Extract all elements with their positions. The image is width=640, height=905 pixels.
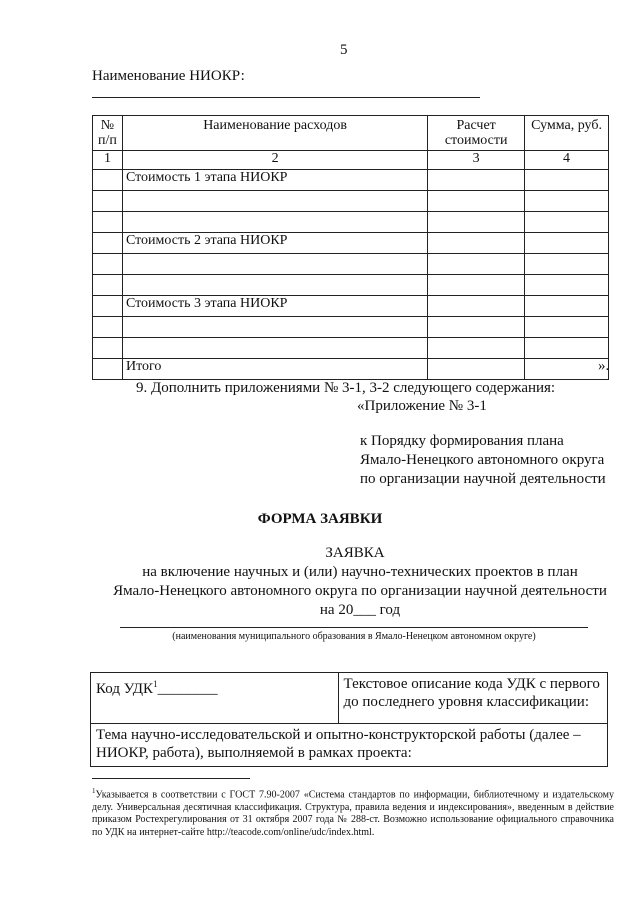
closing-quote: ». bbox=[598, 358, 610, 374]
footnote bbox=[92, 785, 614, 839]
total-label: Итого bbox=[122, 359, 427, 380]
table-row-total bbox=[93, 359, 609, 380]
footnote-mark: 1 bbox=[92, 787, 96, 795]
header-calc: Расчет стоимости bbox=[428, 116, 525, 151]
col-number: 3 bbox=[428, 151, 525, 170]
table-row[interactable] bbox=[93, 254, 609, 275]
theme-row bbox=[91, 724, 608, 767]
cost-table bbox=[92, 115, 609, 380]
udk-blank: ________ bbox=[157, 681, 218, 697]
col-number: 2 bbox=[122, 151, 427, 170]
udk-footnote-ref[interactable]: 1 bbox=[153, 679, 158, 689]
udk-label: Код УДК bbox=[96, 681, 154, 697]
appendix-line: Ямало-Ненецкого автономного округа bbox=[360, 452, 605, 468]
appendix-line: по организации научной деятельности bbox=[360, 471, 606, 487]
udk-row bbox=[91, 673, 608, 724]
appendix-title: «Приложение № 3-1 bbox=[357, 398, 487, 414]
col-number: 1 bbox=[93, 151, 123, 170]
table-row-stage2 bbox=[93, 233, 609, 254]
table-row[interactable] bbox=[93, 338, 609, 359]
table-row[interactable] bbox=[93, 317, 609, 338]
table-row-stage1 bbox=[93, 170, 609, 191]
column-number-row bbox=[93, 151, 609, 170]
item-9-text: 9. Дополнить приложениями № 3-1, 3-2 следующего содержания: bbox=[136, 380, 556, 396]
zayavka-subtitle bbox=[80, 563, 640, 620]
footnote-separator bbox=[92, 778, 250, 779]
table-row-stage3 bbox=[93, 296, 609, 317]
municipality-caption: (наименования муниципального образования в Ямало-Ненецком автономном округе) bbox=[172, 631, 536, 642]
zayavka-line: Ямало-Ненецкого автономного округа по организации научной деятельности bbox=[113, 583, 607, 599]
header-sum: Сумма, руб. bbox=[525, 116, 609, 151]
footnote-text: Указывается в соответствии с ГОСТ 7.90-2007 «Система стандартов по информации, библиотечному и издательскому делу. Универсальная десятичная классификация. Структура, правила ведения и индексирования», введенным в действие приказом Ростехрегулирования от 31 октября 2007 года № 288-ст. Возможно использование официального справочника по УДК на интернет-сайте http://teacode.com/online/udc/index.html. bbox=[92, 789, 614, 838]
municipality-line[interactable] bbox=[120, 627, 588, 628]
zayavka-line: на включение научных и (или) научно-технических проектов в план bbox=[142, 564, 578, 580]
udk-table bbox=[90, 672, 608, 767]
table-header-row bbox=[93, 116, 609, 151]
header-expense-name: Наименование расходов bbox=[122, 116, 427, 151]
theme-cell[interactable]: Тема научно-исследовательской и опытно-конструкторской работы (далее – НИОКР, работа), выполняемой в рамках проекта: bbox=[91, 724, 608, 767]
table-row[interactable] bbox=[93, 275, 609, 296]
stage2-label: Стоимость 2 этапа НИОКР bbox=[122, 233, 427, 254]
zayavka-line: на 20___ год bbox=[319, 602, 401, 618]
stage1-label: Стоимость 1 этапа НИОКР bbox=[122, 170, 427, 191]
page-number: 5 bbox=[340, 42, 348, 58]
appendix-reference bbox=[360, 432, 606, 489]
appendix-line: к Порядку формирования плана bbox=[360, 433, 564, 449]
zayavka-title: ЗАЯВКА bbox=[325, 545, 385, 561]
table-row[interactable] bbox=[93, 212, 609, 233]
udk-code-cell[interactable] bbox=[91, 673, 339, 724]
table-row[interactable] bbox=[93, 191, 609, 212]
niokr-name-label: Наименование НИОКР: bbox=[92, 68, 245, 84]
stage3-label: Стоимость 3 этапа НИОКР bbox=[122, 296, 427, 317]
niokr-name-line[interactable] bbox=[92, 97, 480, 98]
form-title: ФОРМА ЗАЯВКИ bbox=[257, 511, 383, 527]
header-num: № п/п bbox=[93, 116, 123, 151]
udk-description-cell: Текстовое описание кода УДК с первого до последнего уровня классификации: bbox=[338, 673, 607, 724]
col-number: 4 bbox=[525, 151, 609, 170]
